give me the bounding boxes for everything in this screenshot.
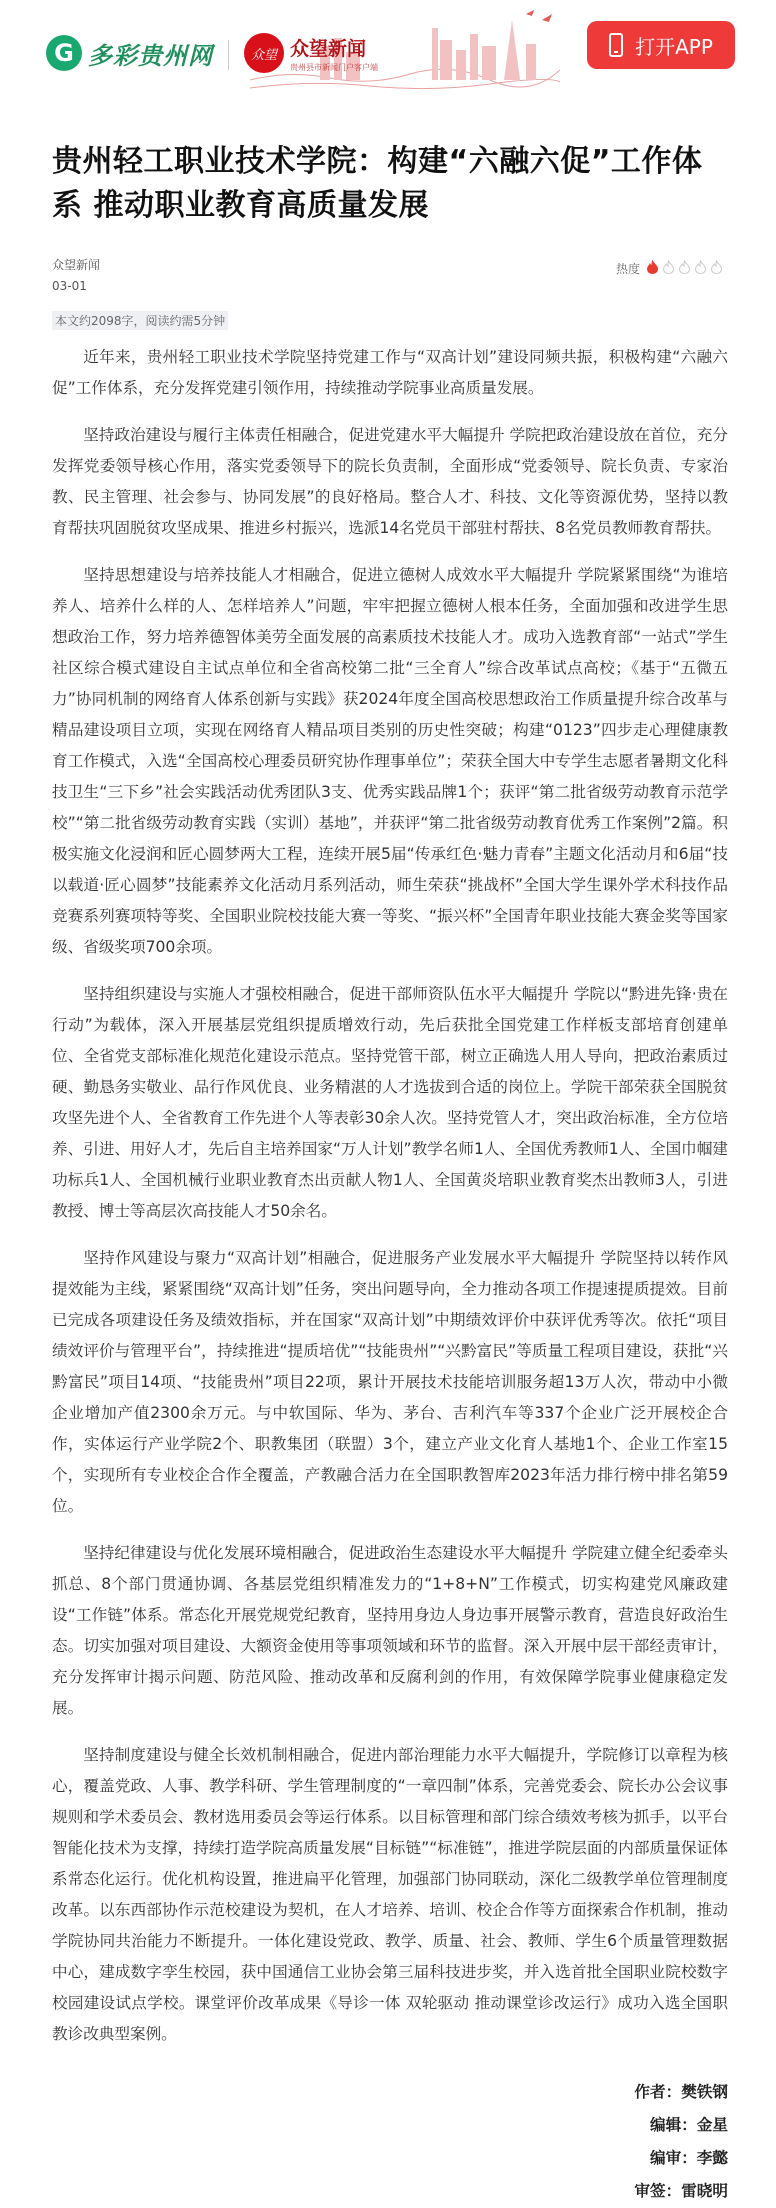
heat-indicator [616,260,726,277]
credit-reviewer: 编审：李懿 [650,2149,728,2167]
article-date: 03-01 [52,279,87,293]
top-banner [0,0,776,96]
credit-approver: 审签：雷晓明 [634,2182,728,2200]
article-paragraph: 坚持组织建设与实施人才强校相融合，促进干部师资队伍水平大幅提升 学院以“黔进先锋·贵在行动”为载体，深入开展基层党组织提质增效行动，先后获批全国党建工作样板支部培育创建单位、全省党支部标准化规范化建设示范点。坚持党管干部，树立正确选人用人导向，把政治素质过硬、勤恳务实敬业、品行作风优良、业务精湛的人才选拔到合适的岗位上。学院干部荣获全国脱贫攻坚先进个人、全省教育工作先进个人等表彰30余人次。坚持党管人才，突出政治标准，全方位培养、引进、用好人才，先后自主培养国家“万人计划”教学名师1人、全国优秀教师1人、全国巾帼建功标兵1人、全国机械行业职业教育杰出贡献人物1人、全国黄炎培职业教育奖杰出教师3人，引进教授、博士等高层次高技能人才50余名。 [52,985,728,1220]
flame-icon [646,260,659,274]
flame-icon [662,260,675,274]
flame-icon [694,260,707,274]
article-paragraph: 坚持政治建设与履行主体责任相融合，促进党建水平大幅提升 学院把政治建设放在首位，充分发挥党委领导核心作用，落实党委领导下的院长负责制，全面形成“党委领导、院长负责、专家治教、民主管理、社会参与、协同发展”的良好格局。整合人才、科技、文化等资源优势，坚持以教育帮扶巩固脱贫攻坚成果、推进乡村振兴，选派14名党员干部驻村帮扶、8名党员教师教育帮扶。 [52,426,728,537]
article-body [0,140,776,2208]
flame-icon [678,260,691,274]
heat-flames [646,260,726,277]
logo-divider [228,40,229,70]
flame-icon [710,260,723,274]
zhongwang-logo-name: 众望新闻 [290,37,367,60]
article-title: 贵州轻工职业技术学院：构建“六融六促”工作体系 推动职业教育高质量发展 [52,144,703,223]
article-meta [52,256,728,296]
article-paragraph: 坚持思想建设与培养技能人才相融合，促进立德树人成效水平大幅提升 学院紧紧围绕“为谁培养人、培养什么样的人、怎样培养人”问题，牢牢把握立德树人根本任务，全面加强和改进学生思想政治工作，努力培养德智体美劳全面发展的高素质技术技能人才。成功入选教育部“一站式”学生社区综合模式建设自主试点单位和全省高校第二批“三全育人”综合改革试点高校；《基于“五微五力”协同机制的网络育人体系创新与实践》获2024年度全国高校思想政治工作质量提升综合改革与精品建设项目立项，实现在网络育人精品项目类别的历史性突破；构建“0123”四步走心理健康教育工作模式，入选“全国高校心理委员研究协作理事单位”；荣获全国大中专学生志愿者暑期文化科技卫生“三下乡”社会实践活动优秀团队3支、优秀实践品牌1个；获评“第二批省级劳动教育示范学校”“第二批省级劳动教育实践（实训）基地”，并获评“第二批省级劳动教育优秀工作案例”2篇。积极实施文化浸润和匠心圆梦两大工程，连续开展5届“传承红色·魅力青春”主题文化活动月和6届“技以载道·匠心圆梦”技能素养文化活动月系列活动，师生荣获“挑战杯”全国大学生课外学术科技作品竞赛系列赛项特等奖、全国职业院校技能大赛一等奖、“振兴杯”全国青年职业技能大赛金奖等国家级、省级奖项700余项。 [52,566,728,956]
duocai-logo-text: 多彩贵州网 [88,40,213,70]
credit-editor: 编辑：金星 [650,2116,728,2134]
zhongwang-news-logo[interactable] [244,33,378,73]
article-paragraph: 坚持作风建设与聚力“双高计划”相融合，促进服务产业发展水平大幅提升 学院坚持以转作风提效能为主线，紧紧围绕“双高计划”任务，突出问题导向，全力推动各项工作提速提质提效。目前已完成各项建设任务及绩效指标，并在国家“双高计划”中期绩效评价中获评优秀等次。依托“项目绩效评价与管理平台”，持续推进“提质培优”“技能贵州”“兴黔富民”等质量工程项目建设，获批“兴黔富民”项目14项、“技能贵州”项目22项，累计开展技术技能培训服务超13万人次，带动中小微企业增加产值2300余万元。与中软国际、华为、茅台、吉利汽车等337个企业广泛开展校企合作，实体运行产业学院2个、职教集团（联盟）3个，建立产业文化育人基地1个、企业工作室15个，实现所有专业校企合作全覆盖，产教融合活力在全国职教智库2023年活力排行榜中排名第59位。 [52,1249,728,1515]
credit-author: 作者：樊铁钢 [634,2083,728,2101]
duocai-logo-icon: G [46,35,82,71]
open-app-label: 打开APP [635,34,713,59]
word-count-note: 本文约2098字，阅读约需5分钟 [52,311,228,330]
article-source[interactable]: 众望新闻 [52,258,101,272]
open-app-button[interactable] [587,21,735,69]
article-paragraph: 坚持制度建设与健全长效机制相融合，促进内部治理能力水平大幅提升，学院修订以章程为核心，覆盖党政、人事、教学科研、学生管理制度的“一章四制”体系，完善党委会、院长办公会议事规则和学术委员会、教材选用委员会等运行体系。以目标管理和部门综合绩效考核为抓手，以平台智能化技术为支撑，持续打造学院高质量发展“目标链”“标准链”，推进学院层面的内部质量保证体系常态化运行。优化机构设置，推进扁平化管理，加强部门协同联动，深化二级教学单位管理制度改革。以东西部协作示范校建设为契机，在人才培养、培训、校企合作等方面探索合作机制，推动学院协同共治能力不断提升。一体化建设党政、教学、质量、社会、教师、学生6个质量管理数据中心，建成数字孪生校园，获中国通信工业协会第三届科技进步奖，并入选首批全国职业院校数字校园建设试点学校。课堂评价改革成果《导诊一体 双轮驱动 推动课堂诊改运行》成功入选全国职教诊改典型案例。 [52,1746,728,2043]
article-paragraphs [52,342,728,2050]
phone-icon [609,33,623,57]
zhongwang-logo-slogan: 贵州县市新闻门户客户端 [290,62,378,72]
zhongwang-logo-icon: 众望 [244,33,284,73]
zhongwang-logo-textgroup [290,34,378,73]
article-paragraph: 坚持纪律建设与优化发展环境相融合，促进政治生态建设水平大幅提升 学院建立健全纪委牵头抓总、8个部门贯通协调、各基层党组织精准发力的“1+8+N”工作模式，切实构建党风廉政建设“工作链”体系。常态化开展党规党纪教育，坚持用身边人身边事开展警示教育，营造良好政治生态。切实加强对项目建设、大额资金使用等事项领域和环节的监督。深入开展中层干部经责审计，充分发挥审计揭示问题、防范风险、推动改革和反腐利剑的作用，有效保障学院事业健康稳定发展。 [52,1544,728,1717]
heat-label: 热度 [615,262,640,276]
article-paragraph: 近年来，贵州轻工职业技术学院坚持党建工作与“双高计划”建设同频共振，积极构建“六融六促”工作体系，充分发挥党建引领作用，持续推动学院事业高质量发展。 [52,348,728,397]
duocai-guizhou-logo[interactable] [46,35,213,71]
article-credits [52,2076,728,2208]
